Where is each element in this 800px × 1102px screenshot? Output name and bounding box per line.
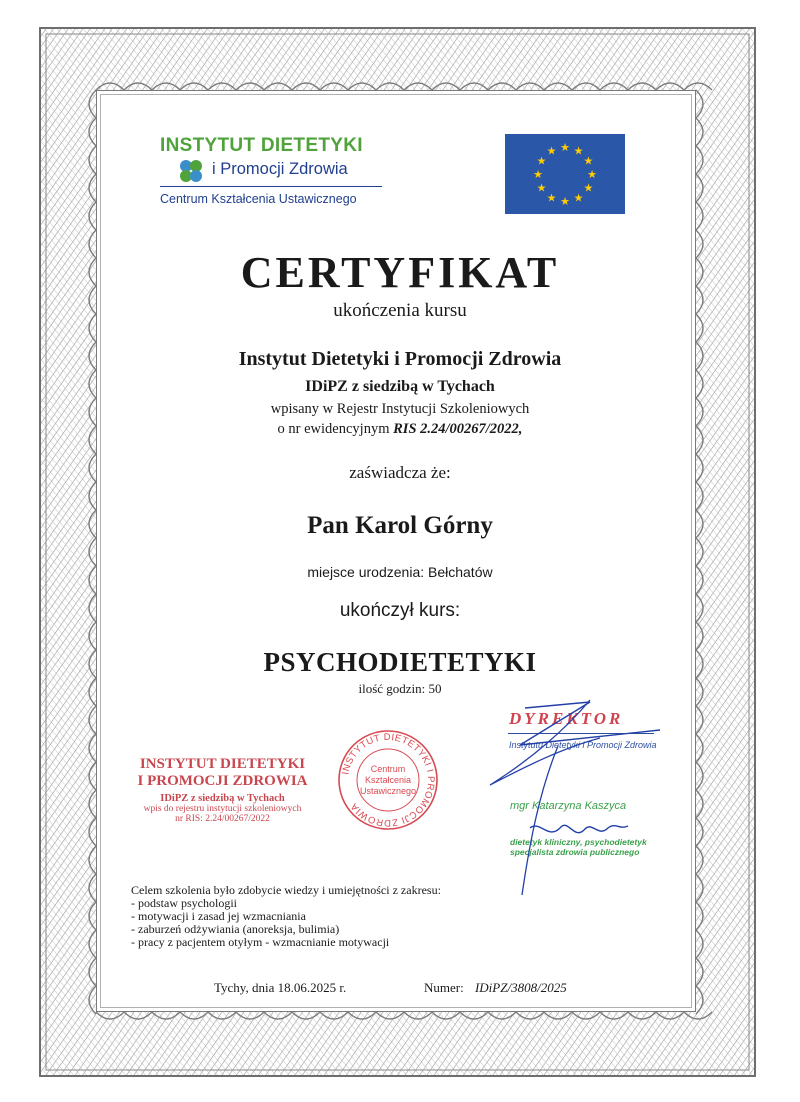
eu-star-icon: ★: [546, 192, 557, 205]
eu-star-icon: ★: [533, 169, 543, 181]
director-role-2: specjalista zdrowia publicznego: [510, 847, 640, 857]
number-value: IDiPZ/3808/2025: [474, 980, 567, 995]
eu-star-icon: ★: [536, 182, 547, 195]
certificate-subtitle: ukończenia kursu: [333, 300, 467, 321]
eu-star-icon: ★: [560, 196, 570, 208]
logo-title: INSTYTUT DIETETYKI: [160, 135, 363, 156]
eu-star-icon: ★: [573, 145, 584, 158]
course-name: PSYCHODIETETYKI: [263, 647, 537, 677]
completed-label: ukończył kurs:: [339, 600, 461, 621]
eu-star-icon: ★: [583, 182, 594, 195]
register-number-line: [0, 421, 800, 438]
round-stamp-center-2: Kształcenia: [364, 775, 412, 785]
course-hours: ilość godzin: 50: [358, 681, 442, 696]
place-date: Tychy, dnia 18.06.2025 r.: [214, 980, 347, 995]
eu-star-icon: ★: [587, 169, 597, 181]
goal-item: - pracy z pacjentem otyłym - wzmacnianie motywacji: [131, 936, 441, 949]
logo-subtitle: i Promocji Zdrowia: [212, 160, 348, 178]
register-line: wpisany w Rejestr Instytucji Szkoleniowych: [270, 401, 530, 417]
eu-star-icon: ★: [560, 142, 570, 154]
institution-stamp: [120, 756, 325, 824]
director-institution: Instytutu Dietetyki i Promocji Zdrowia: [509, 740, 657, 750]
round-stamp: [336, 728, 440, 832]
clover-icon: [178, 158, 204, 184]
recipient-name: Pan Karol Górny: [307, 512, 493, 539]
director-title: DYREKTOR: [509, 709, 624, 728]
logo-tagline: Centrum Kształcenia Ustawicznego: [160, 192, 357, 206]
goals-list: [131, 897, 441, 949]
certificate-number: [424, 980, 567, 996]
attestation: zaświadcza że:: [349, 463, 451, 482]
logo-divider: [160, 186, 382, 187]
certificate-title: CERTYFIKAT: [240, 248, 560, 297]
round-stamp-center-1: Centrum: [370, 764, 406, 774]
institution-name: Instytut Dietetyki i Promocji Zdrowia: [238, 348, 562, 370]
goal-item: - zaburzeń odżywiania (anoreksja, bulimia): [131, 923, 441, 936]
goal-item: - podstaw psychologii: [131, 897, 441, 910]
round-stamp-center-3: Ustawicznego: [359, 786, 417, 796]
course-goals: [131, 884, 441, 949]
director-signature: [470, 690, 670, 910]
stamp-line-2: I PROMOCJI ZDROWIA: [137, 773, 308, 789]
stamp-line-5: nr RIS: 2.24/00267/2022: [175, 814, 270, 824]
stamp-line-1: INSTYTUT DIETETYKI: [139, 756, 306, 772]
eu-star-icon: ★: [546, 145, 557, 158]
round-stamp-ring: INSTYTUT DIETETYKI I PROMOCJI ZDROWIA: [340, 731, 437, 829]
director-name: mgr Katarzyna Kaszyca: [510, 800, 627, 812]
eu-star-icon: ★: [536, 155, 547, 168]
register-prefix: o nr ewidencyjnym: [277, 421, 390, 437]
goals-intro: Celem szkolenia było zdobycie wiedzy i umiejętności z zakresu:: [131, 883, 441, 897]
stamp-line-4: wpis do rejestru instytucji szkoleniowych: [143, 804, 302, 814]
eu-flag-icon: [505, 134, 625, 214]
director-role-1: dietetyk kliniczny, psychodietetyk: [510, 837, 647, 847]
stamp-line-3: IDiPZ z siedzibą w Tychach: [160, 793, 285, 804]
institution-seat: IDiPZ z siedzibą w Tychach: [305, 378, 495, 395]
register-number: RIS 2.24/00267/2022,: [393, 421, 523, 437]
birthplace: miejsce urodzenia: Bełchatów: [307, 564, 493, 580]
number-label: Numer:: [424, 980, 464, 995]
eu-star-icon: ★: [583, 155, 594, 168]
goal-item: - motywacji i zasad jej wzmacniania: [131, 910, 441, 923]
eu-star-icon: ★: [573, 192, 584, 205]
